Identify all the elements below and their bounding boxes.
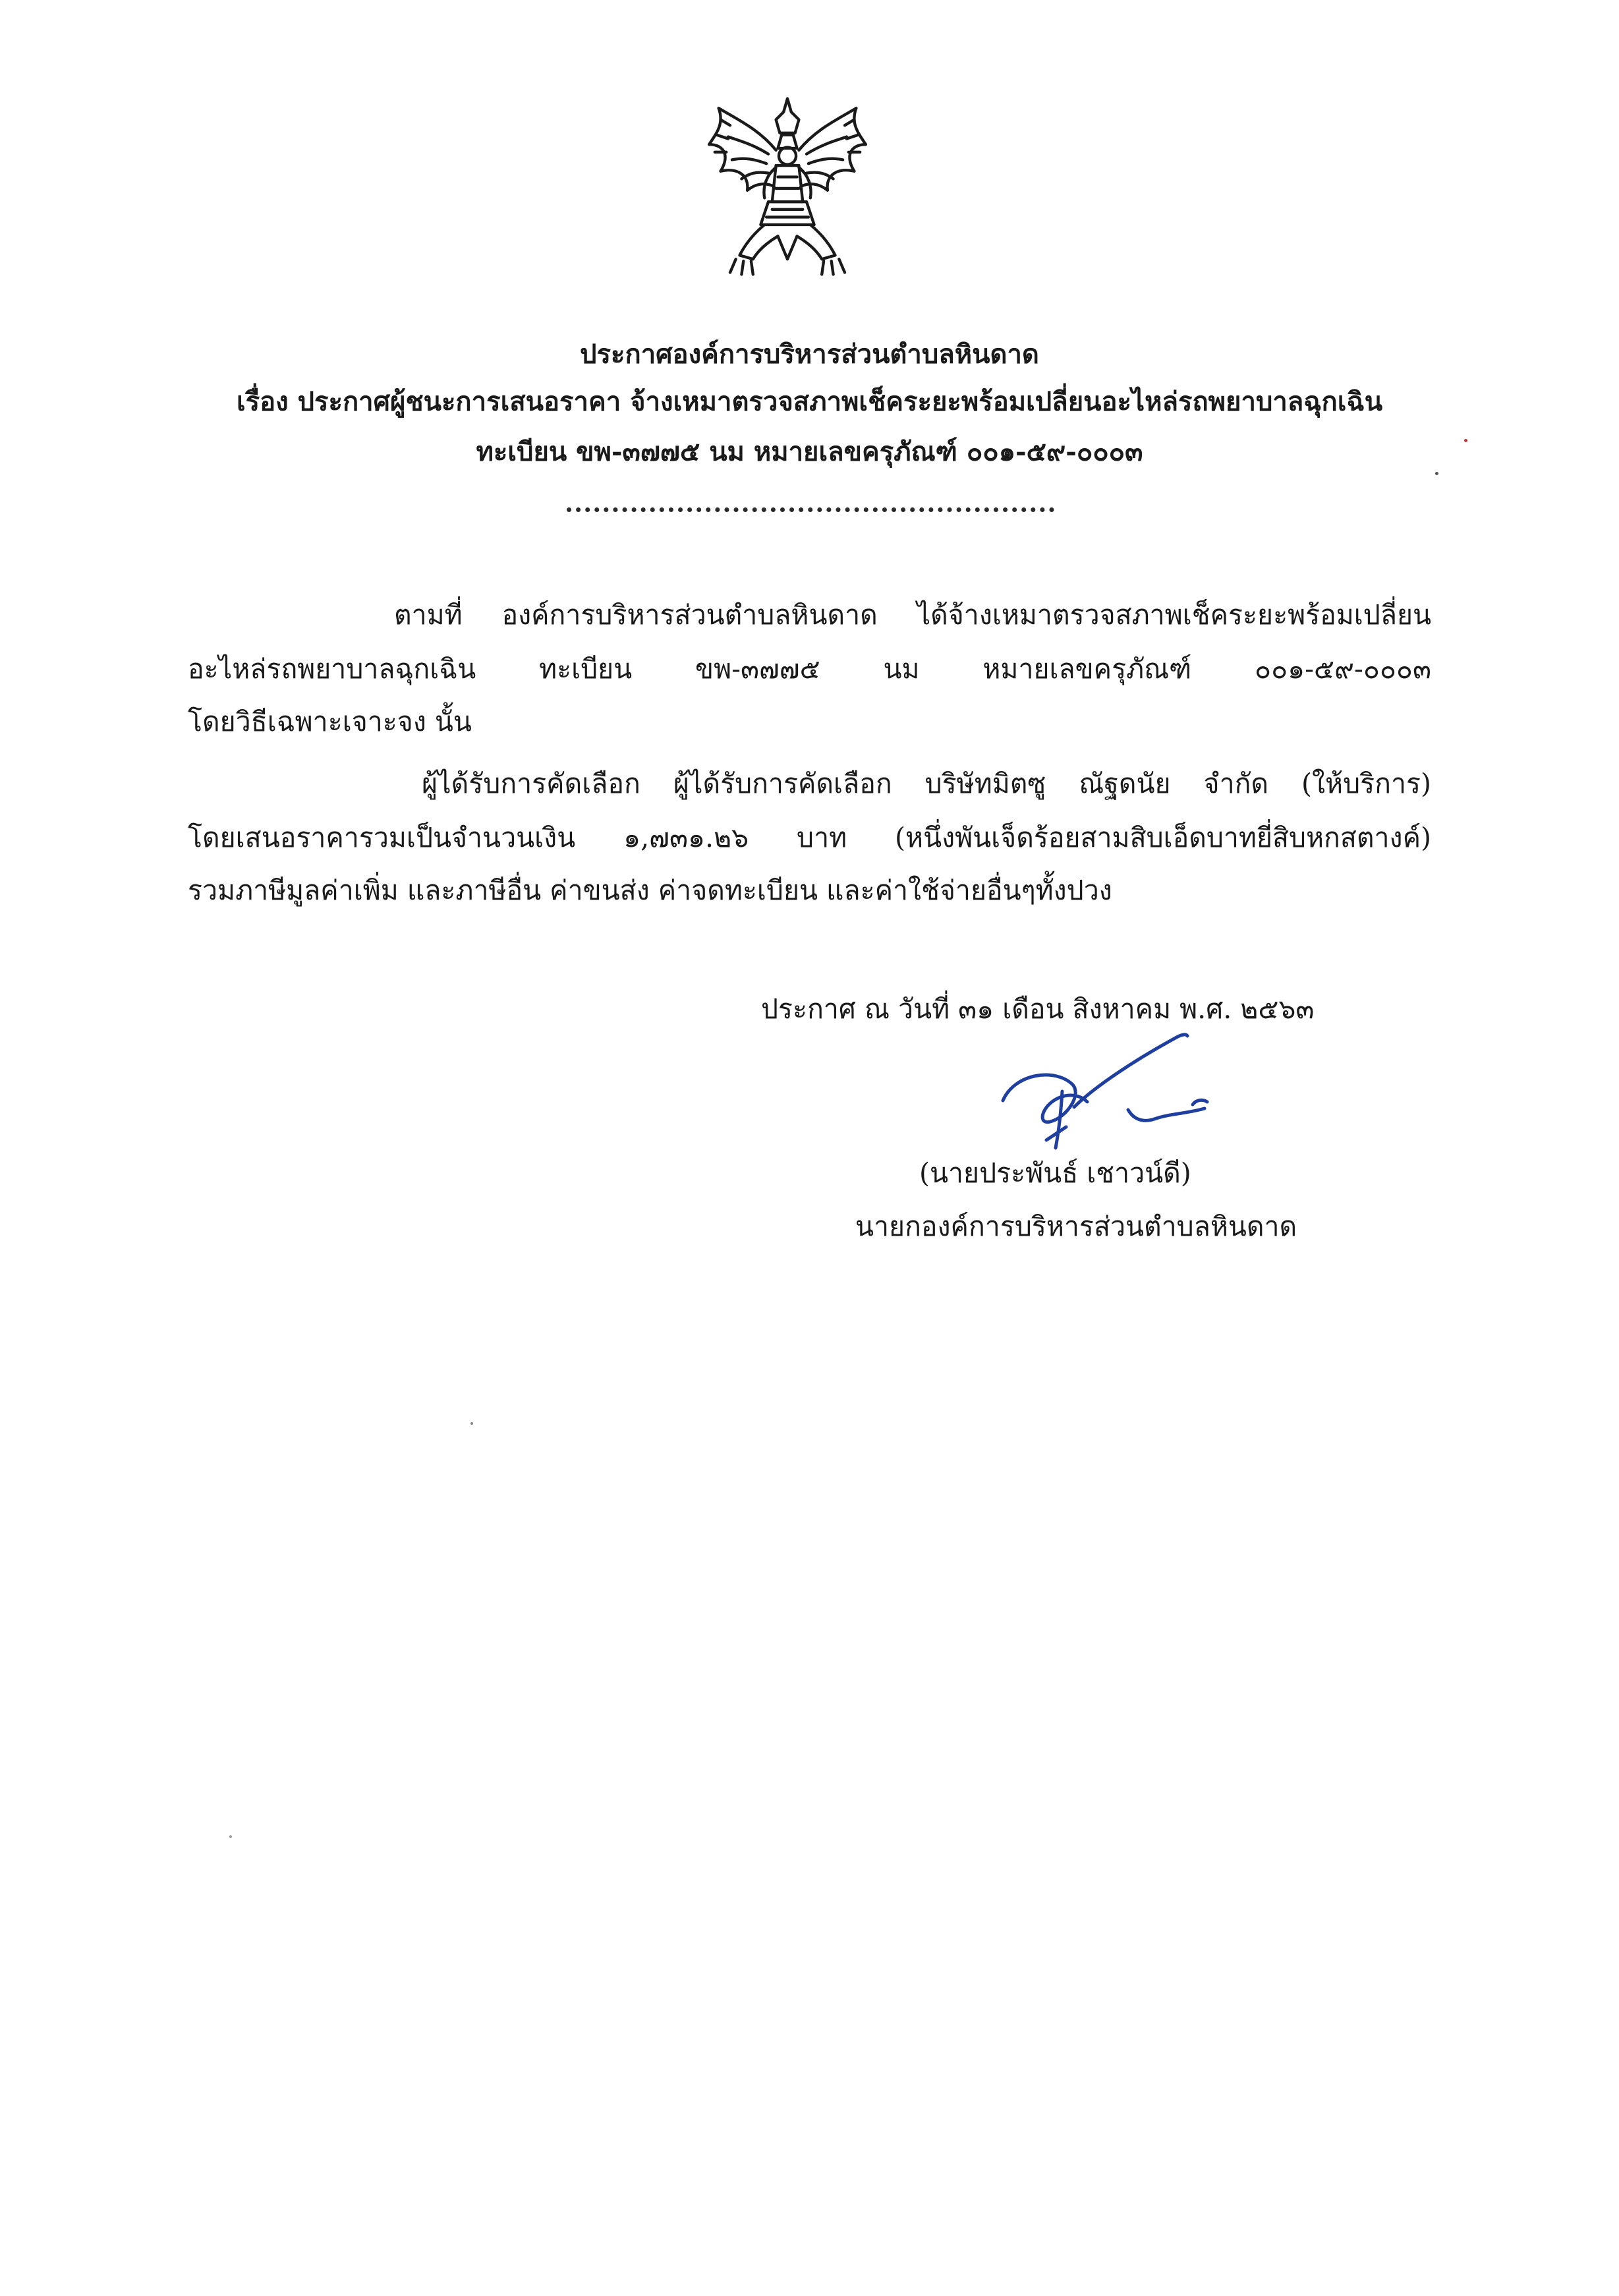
- dotted-divider: [567, 481, 1054, 512]
- announcement-date: ประกาศ ณ วันที่ ๓๑ เดือน สิงหาคม พ.ศ. ๒๕๖๓: [761, 993, 1315, 1025]
- paragraph1-line2: อะไหล่รถพยาบาลฉุกเฉิน ทะเบียน ขพ-๓๗๗๕ นม หมายเลขครุภัณฑ์ ๐๐๑-๕๙-๐๐๐๓: [188, 653, 1431, 685]
- paragraph2-line2: โดยเสนอราคารวมเป็นจำนวนเงิน ๑,๗๓๑.๒๖ บาท (หนึ่งพันเจ็ดร้อยสามสิบเอ็ดบาทยี่สิบหกสตางค์): [188, 822, 1431, 853]
- announcement-subject-registration: ทะเบียน ขพ-๓๗๗๕ นม หมายเลขครุภัณฑ์ ๐๐๑-๕๙-๐๐๐๓: [476, 436, 1143, 467]
- scan-speck: [470, 1422, 473, 1425]
- paragraph1-line3: โดยวิธีเฉพาะเจาะจง นั้น: [188, 706, 472, 737]
- paragraph2-line1: ผู้ได้รับการคัดเลือก ผู้ได้รับการคัดเลือก บริษัทมิตซู ณัฐดนัย จำกัด (ให้บริการ): [422, 768, 1431, 799]
- handwritten-signature: [995, 1028, 1252, 1153]
- announcement-title: ประกาศองค์การบริหารส่วนตำบลหินดาด: [580, 339, 1039, 370]
- paragraph1-line1: ตามที่ องค์การบริหารส่วนตำบลหินดาด ได้จ้างเหมาตรวจสภาพเช็คระยะพร้อมเปลี่ยน: [394, 599, 1431, 631]
- signer-name: (นายประพันธ์ เชาวน์ดี): [919, 1157, 1191, 1189]
- announcement-subject: เรื่อง ประกาศผู้ชนะการเสนอราคา จ้างเหมาตรวจสภาพเช็คระยะพร้อมเปลี่ยนอะไหล่รถพยาบาลฉุกเฉิน: [236, 386, 1383, 417]
- scan-speck: [1435, 472, 1438, 475]
- garuda-emblem-icon: [692, 91, 883, 282]
- signer-title: นายกองค์การบริหารส่วนตำบลหินดาด: [855, 1211, 1297, 1242]
- scan-speck: [229, 1835, 232, 1838]
- paragraph2-line3: รวมภาษีมูลค่าเพิ่ม และภาษีอื่น ค่าขนส่ง ค่าจดทะเบียน และค่าใช้จ่ายอื่นๆทั้งปวง: [188, 875, 1112, 906]
- scan-speck: [1464, 439, 1467, 442]
